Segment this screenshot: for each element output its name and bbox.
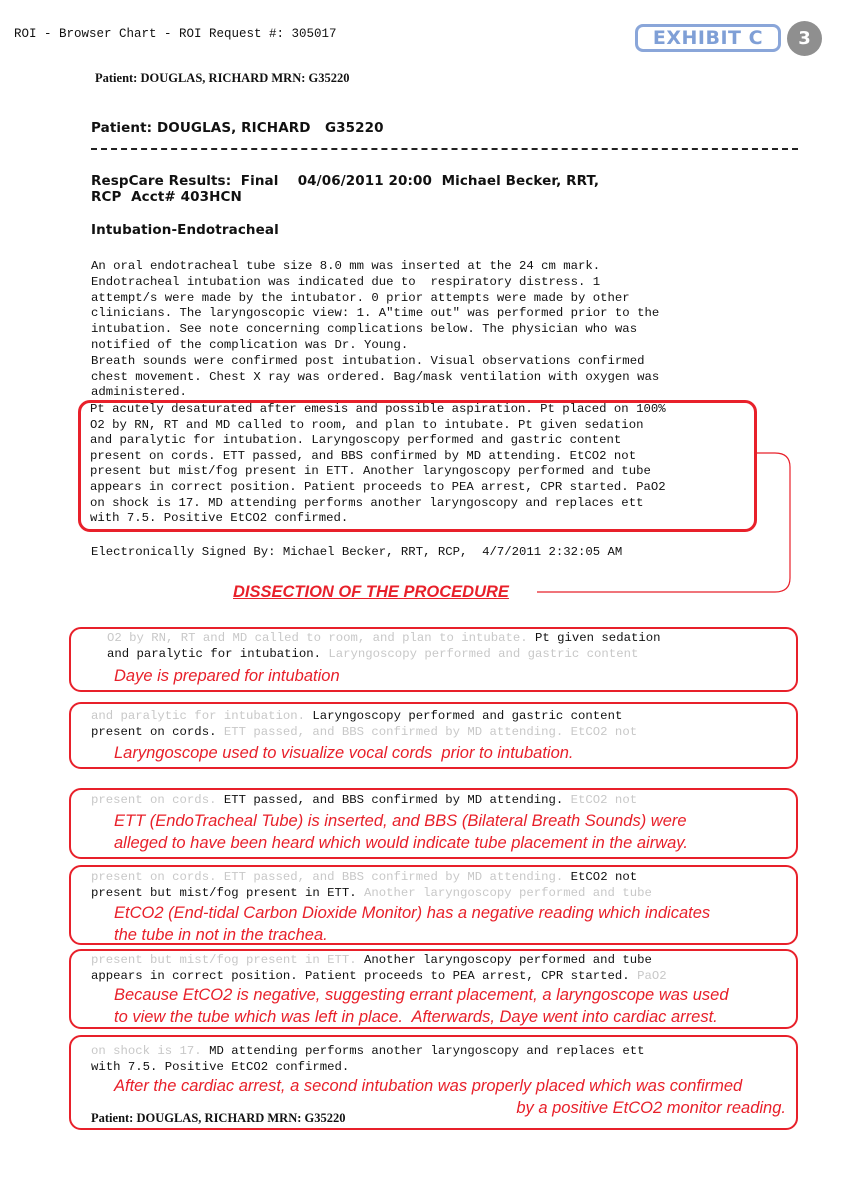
text-line: on shock is 17. MD attending performs another laryngoscopy and replaces ett <box>90 495 644 510</box>
section-title: Intubation-Endotracheal <box>91 222 279 238</box>
excerpt-context-text: PaO2 <box>629 969 667 983</box>
excerpt-context-text: Laryngoscopy performed and gastric content <box>321 647 639 661</box>
text-line: and paralytic for intubation. Laryngoscopy performed and gastric content <box>90 433 622 448</box>
excerpt-line <box>91 1044 644 1058</box>
excerpt-line <box>91 969 667 983</box>
excerpt-context-text: present on cords. <box>91 793 224 807</box>
excerpt-line <box>107 647 638 661</box>
text-line: present but mist/fog present in ETT. Another laryngoscopy performed and tube <box>90 464 651 479</box>
excerpt-focus-text: MD attending performs another laryngoscopy and replaces ett <box>209 1044 645 1058</box>
excerpt-focus-text: EtCO2 not <box>570 870 638 884</box>
excerpt-focus-text: appears in correct position. Patient proceeds to PEA arrest, CPR started. <box>91 969 630 983</box>
patient-header-top: Patient: DOUGLAS, RICHARD MRN: G35220 <box>95 71 350 85</box>
excerpt-context-text: EtCO2 not <box>563 793 638 807</box>
excerpt-line <box>91 886 652 900</box>
excerpt-focus-text: Pt given sedation <box>535 631 661 645</box>
excerpt-context-text: present on cords. ETT passed, and BBS confirmed by MD attending. <box>91 870 571 884</box>
text-line: notified of the complication was Dr. Young. <box>91 337 409 352</box>
excerpt-focus-text: Another laryngoscopy performed and tube <box>364 953 652 967</box>
text-line: O2 by RN, RT and MD called to room, and plan to intubate. Pt given sedation <box>90 417 644 432</box>
annotation-note: Because EtCO2 is negative, suggesting errant placement, a laryngoscope was used <box>114 986 729 1004</box>
excerpt-focus-text: Laryngoscopy performed and gastric content <box>312 709 623 723</box>
excerpt-line <box>91 953 652 967</box>
excerpt-line <box>107 631 660 645</box>
excerpt-focus-text: with 7.5. Positive EtCO2 confirmed. <box>91 1060 350 1074</box>
annotation-note: the tube in not in the trachea. <box>114 926 328 944</box>
annotation-note: Laryngoscope used to visualize vocal cords prior to intubation. <box>114 744 574 762</box>
excerpt-context-text: and paralytic for intubation. <box>91 709 313 723</box>
annotation-note: ETT (EndoTracheal Tube) is inserted, and BBS (Bilateral Breath Sounds) were <box>114 812 687 830</box>
text-line: chest movement. Chest X ray was ordered. Bag/mask ventilation with oxygen was <box>91 369 660 384</box>
annotation-note: by a positive EtCO2 monitor reading. <box>516 1099 786 1117</box>
text-line: Pt acutely desaturated after emesis and possible aspiration. Pt placed on 100% <box>90 402 666 416</box>
exhibit-number-badge: 3 <box>787 21 822 56</box>
excerpt-line <box>91 725 637 739</box>
excerpt-line <box>91 793 637 807</box>
record-patient-line: Patient: DOUGLAS, RICHARD G35220 <box>91 120 384 136</box>
text-line: An oral endotracheal tube size 8.0 mm was inserted at the 24 cm mark. <box>91 259 601 273</box>
text-line: intubation. See note concerning complications below. The physician who was <box>91 322 638 337</box>
excerpt-context-text: present but mist/fog present in ETT. <box>91 953 365 967</box>
procedure-notes <box>91 259 659 401</box>
text-line: Breath sounds were confirmed post intubation. Visual observations confirmed <box>91 353 645 368</box>
page-title: ROI - Browser Chart - ROI Request #: 305017 <box>14 27 337 41</box>
excerpt-line <box>91 709 622 723</box>
exhibit-label: EXHIBIT C <box>635 24 781 52</box>
results-line-1: RespCare Results: Final 04/06/2011 20:00 Michael Becker, RRT, <box>91 173 600 189</box>
text-line: present on cords. ETT passed, and BBS confirmed by MD attending. EtCO2 not <box>90 448 637 463</box>
patient-footer: Patient: DOUGLAS, RICHARD MRN: G35220 <box>91 1111 346 1125</box>
excerpt-line <box>91 1060 349 1074</box>
results-line-2: RCP Acct# 403HCN <box>91 189 242 205</box>
excerpt-context-text: Another laryngoscopy performed and tube <box>356 886 652 900</box>
excerpt-context-text: O2 by RN, RT and MD called to room, and plan to intubate. <box>107 631 536 645</box>
annotation-note: Daye is prepared for intubation <box>114 667 340 685</box>
excerpt-context-text: on shock is 17. <box>91 1044 210 1058</box>
dissection-heading: DISSECTION OF THE PROCEDURE <box>233 583 509 601</box>
text-line: Endotracheal intubation was indicated due to respiratory distress. 1 <box>91 274 601 289</box>
divider-rule <box>91 148 798 150</box>
text-line: administered. <box>91 385 187 400</box>
excerpt-line <box>91 870 637 884</box>
excerpt-focus-text: present but mist/fog present in ETT. <box>91 886 357 900</box>
annotation-note: to view the tube which was left in place. Afterwards, Daye went into cardiac arrest. <box>114 1008 718 1026</box>
text-line: appears in correct position. Patient proceeds to PEA arrest, CPR started. PaO2 <box>90 479 666 494</box>
excerpt-focus-text: present on cords. <box>91 725 217 739</box>
annotation-note: EtCO2 (End-tidal Carbon Dioxide Monitor) has a negative reading which indicates <box>114 904 711 922</box>
annotation-note: alleged to have been heard which would indicate tube placement in the airway. <box>114 834 688 852</box>
annotation-note: After the cardiac arrest, a second intubation was properly placed which was confirmed <box>114 1077 743 1095</box>
text-line: clinicians. The laryngoscopic view: 1. A"time out" was performed prior to the <box>91 306 660 321</box>
excerpt-context-text: ETT passed, and BBS confirmed by MD attending. EtCO2 not <box>216 725 638 739</box>
excerpt-focus-text: and paralytic for intubation. <box>107 647 322 661</box>
text-line: attempt/s were made by the intubator. 0 prior attempts were made by other <box>91 290 630 305</box>
connector-line <box>530 445 800 600</box>
text-line: with 7.5. Positive EtCO2 confirmed. <box>90 511 349 526</box>
signature-line: Electronically Signed By: Michael Becker, RRT, RCP, 4/7/2011 2:32:05 AM <box>91 545 623 559</box>
excerpt-focus-text: ETT passed, and BBS confirmed by MD attending. <box>223 793 564 807</box>
